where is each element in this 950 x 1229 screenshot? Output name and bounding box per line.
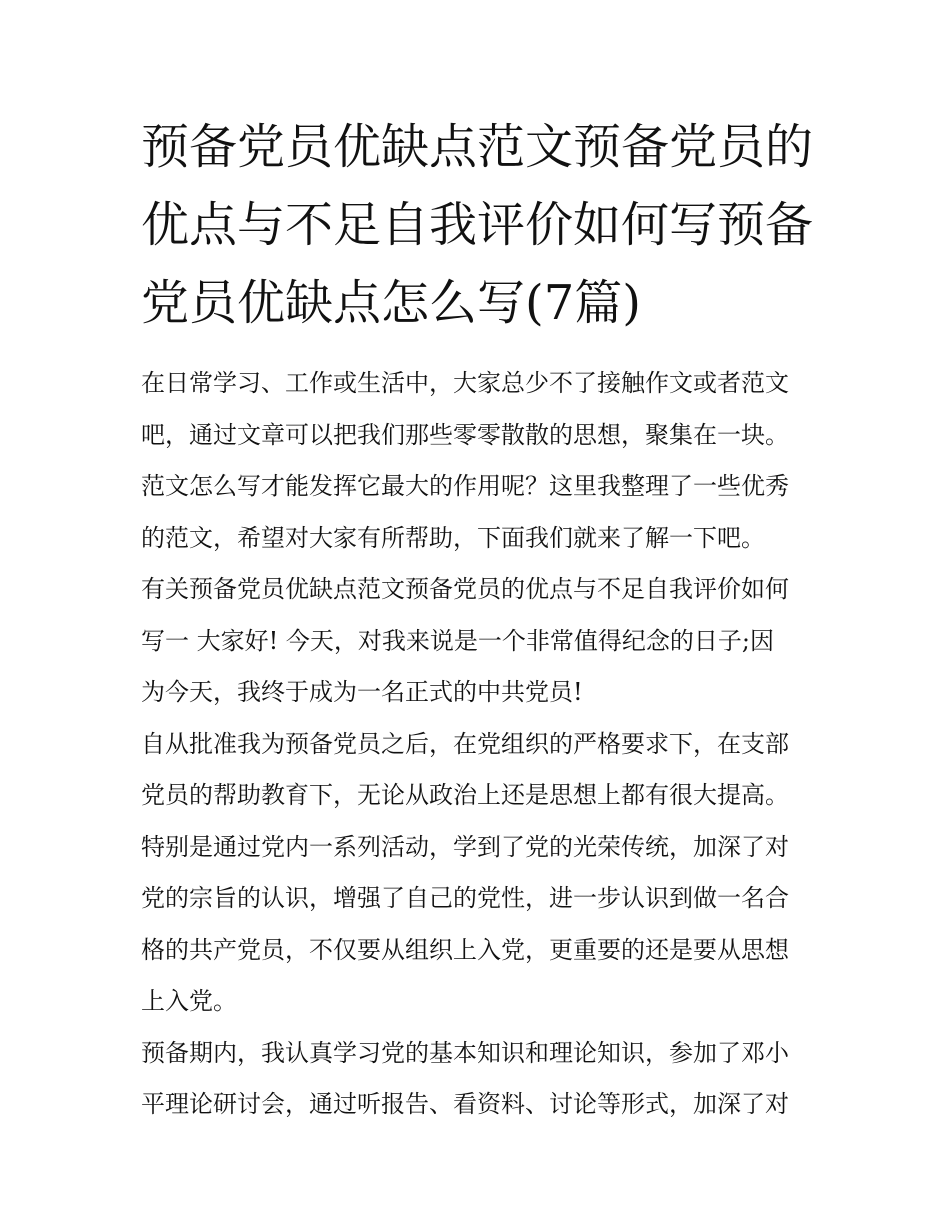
document-content [141, 108, 813, 1131]
body-line: 有关预备党员优缺点范文预备党员的优点与不足自我评价如何 [141, 575, 789, 603]
body-line: 在日常学习、工作或生活中，大家总少不了接触作文或者范文 [141, 369, 789, 397]
body-line: 写一 大家好! 今天，对我来说是一个非常值得纪念的日子;因 [141, 626, 774, 655]
body-line: 预备期内，我认真学习党的基本知识和理论知识，参加了邓小 [141, 1038, 789, 1067]
body-line: 上入党。 [141, 987, 237, 1015]
body-line: 格的共产党员，不仅要从组织上入党，更重要的还是要从思想 [141, 935, 789, 964]
body-line: 的范文，希望对大家有所帮助，下面我们就来了解一下吧。 [141, 523, 765, 552]
body-line: 吧，通过文章可以把我们那些零零散散的思想，聚集在一块。 [141, 420, 789, 449]
body-line: 范文怎么写才能发挥它最大的作用呢？这里我整理了一些优秀 [141, 472, 789, 500]
body-line: 特别是通过党内一系列活动，学到了党的光荣传统，加深了对 [141, 832, 789, 861]
body-line: 平理论研讨会，通过听报告、看资料、讨论等形式，加深了对 [141, 1090, 789, 1118]
document-title: 预备党员优缺点范文预备党员的优点与不足自我评价如何写预备党员优缺点怎么写(7篇) [141, 119, 814, 331]
document-body [141, 358, 813, 1131]
body-line: 为今天，我终于成为一名正式的中共党员! [141, 678, 583, 706]
body-line: 党员的帮助教育下，无论从政治上还是思想上都有很大提高。 [141, 781, 789, 809]
body-line: 党的宗旨的认识，增强了自己的党性，进一步认识到做一名合 [141, 884, 789, 912]
body-line: 自从批准我为预备党员之后，在党组织的严格要求下，在支部 [141, 729, 789, 758]
